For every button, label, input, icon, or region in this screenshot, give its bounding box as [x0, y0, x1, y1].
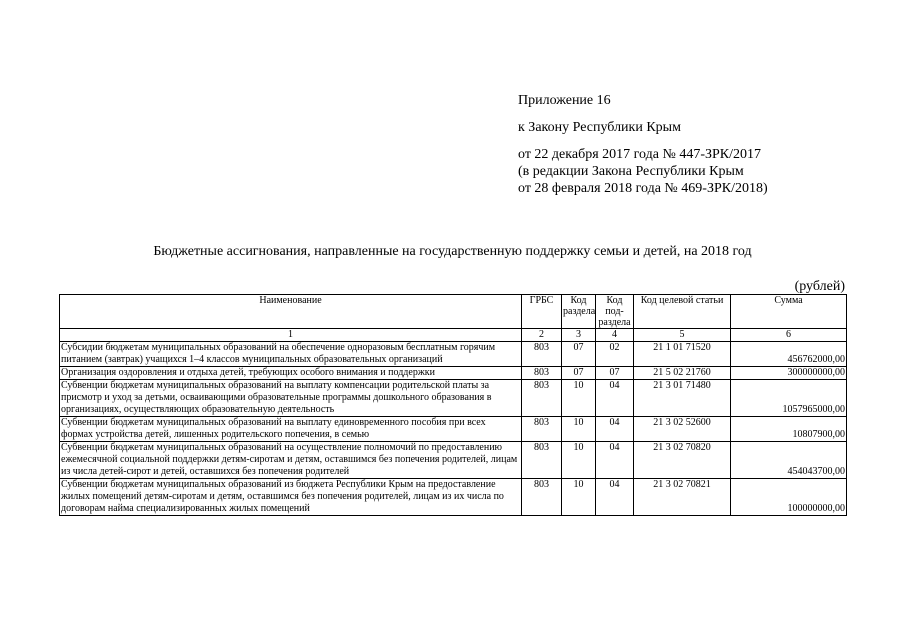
column-number-row	[60, 329, 847, 342]
row-grbs: 803	[522, 479, 562, 516]
budget-table	[59, 294, 847, 516]
column-header-target: Код целевой статьи	[634, 295, 731, 329]
row-name: Субвенции бюджетам муниципальных образований на выплату единовременного пособия при всех формах устройства детей, лишенных родительского попечения, в семью	[60, 417, 522, 442]
column-header-name: Наименование	[60, 295, 522, 329]
table-row	[60, 479, 847, 516]
law-reference: к Закону Республики Крым	[518, 120, 681, 135]
row-grbs: 803	[522, 342, 562, 367]
row-subsection: 04	[596, 417, 634, 442]
row-name: Субвенции бюджетам муниципальных образований на выплату компенсации родительской платы за присмотр и уход за детьми, осваивающими образовательные программы дошкольного образования в организациях, осуществляющих образовательную деятельность	[60, 380, 522, 417]
row-grbs: 803	[522, 367, 562, 380]
column-number: 6	[731, 329, 847, 342]
table-row	[60, 367, 847, 380]
row-subsection: 02	[596, 342, 634, 367]
row-section: 10	[562, 442, 596, 479]
column-number: 5	[634, 329, 731, 342]
row-target: 21 3 02 70820	[634, 442, 731, 479]
row-target: 21 3 02 52600	[634, 417, 731, 442]
units-label: (рублей)	[794, 279, 845, 294]
table-row	[60, 380, 847, 417]
row-sum: 454043700,00	[731, 442, 847, 479]
row-section: 10	[562, 380, 596, 417]
row-grbs: 803	[522, 442, 562, 479]
row-section: 10	[562, 417, 596, 442]
row-subsection: 04	[596, 380, 634, 417]
law-date: от 22 декабря 2017 года № 447-ЗРК/2017	[518, 147, 762, 162]
row-sum: 1057965000,00	[731, 380, 847, 417]
table-header-row	[60, 295, 847, 329]
table-row	[60, 417, 847, 442]
revision-line-2: от 28 февраля 2018 года № 469-ЗРК/2018)	[518, 181, 768, 196]
appendix-label: Приложение 16	[518, 93, 611, 108]
column-header-sum: Сумма	[731, 295, 847, 329]
document-title: Бюджетные ассигнования, направленные на государственную поддержку семьи и детей, на 2018 год	[153, 244, 752, 259]
row-target: 21 1 01 71520	[634, 342, 731, 367]
column-header-grbs: ГРБС	[522, 295, 562, 329]
document-header	[518, 92, 768, 197]
column-header-subsection: Код под-раздела	[596, 295, 634, 329]
column-number: 1	[60, 329, 522, 342]
row-target: 21 5 02 21760	[634, 367, 731, 380]
row-sum: 456762000,00	[731, 342, 847, 367]
row-subsection: 04	[596, 442, 634, 479]
row-section: 07	[562, 342, 596, 367]
row-sum: 100000000,00	[731, 479, 847, 516]
column-header-section: Код раздела	[562, 295, 596, 329]
row-name: Субсидии бюджетам муниципальных образований на обеспечение одноразовым бесплатным горячим питанием (завтрак) учащихся 1–4 классов муниципальных образовательных организаций	[60, 342, 522, 367]
row-name: Субвенции бюджетам муниципальных образований на осуществление полномочий по предоставлению ежемесячной социальной поддержки детям-сиротам и детям, оставшимся без попечения родителей, лицам из числа детей-сирот и детей, оставшихся без попечения родителей	[60, 442, 522, 479]
row-grbs: 803	[522, 380, 562, 417]
column-number: 3	[562, 329, 596, 342]
row-subsection: 07	[596, 367, 634, 380]
revision-line-1: (в редакции Закона Республики Крым	[518, 164, 744, 179]
row-subsection: 04	[596, 479, 634, 516]
row-target: 21 3 01 71480	[634, 380, 731, 417]
table-row	[60, 442, 847, 479]
row-section: 10	[562, 479, 596, 516]
row-section: 07	[562, 367, 596, 380]
row-grbs: 803	[522, 417, 562, 442]
row-name: Организация оздоровления и отдыха детей, требующих особого внимания и поддержки	[60, 367, 522, 380]
row-sum: 10807900,00	[731, 417, 847, 442]
row-sum: 300000000,00	[731, 367, 847, 380]
row-target: 21 3 02 70821	[634, 479, 731, 516]
column-number: 4	[596, 329, 634, 342]
table-row	[60, 342, 847, 367]
row-name: Субвенции бюджетам муниципальных образований из бюджета Республики Крым на предоставление жилых помещений детям-сиротам и детям, оставшимся без попечения родителей, лицам из их числа по договорам найма специализированных жилых помещений	[60, 479, 522, 516]
column-number: 2	[522, 329, 562, 342]
